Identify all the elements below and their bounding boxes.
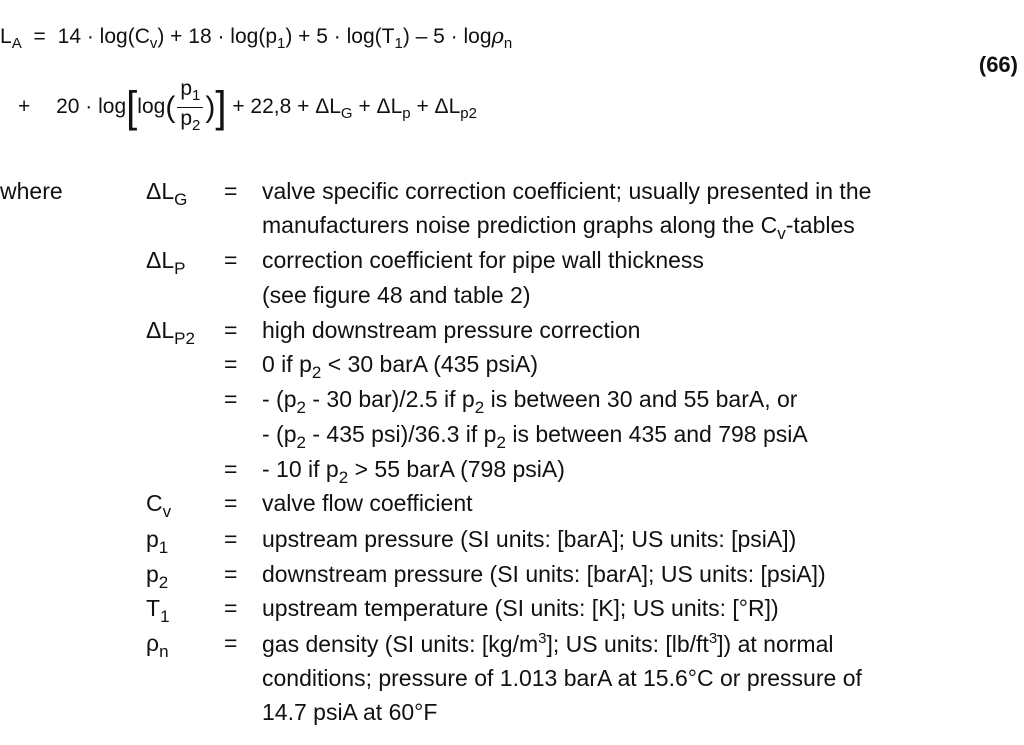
eq-equals: =: [33, 25, 46, 48]
def-text: 14.7 psiA at 60°F: [262, 699, 438, 725]
def-equals: =: [224, 386, 238, 412]
def-symbol: $\Delta L_{P2}$: [146, 317, 195, 348]
def-text: high downstream pressure correction: [262, 317, 641, 343]
left-paren: (: [165, 90, 176, 124]
right-bracket: ]: [215, 82, 227, 132]
def-equals: =: [224, 561, 238, 587]
def-equals: =: [224, 456, 238, 482]
def-equals: =: [224, 595, 238, 621]
pressure-ratio-fraction: $\frac{p_1}{p_2}$: [177, 78, 203, 137]
def-equals: =: [224, 351, 238, 377]
eq2-term-1: 20 · log: [56, 95, 127, 119]
definition-row: [0, 456, 1024, 490]
def-text: downstream pressure (SI units: [barA]; US units: [psiA]): [262, 561, 826, 587]
def-symbol: $C_v$: [146, 490, 172, 521]
definition-row: [0, 386, 1024, 420]
eq2-rest: + $22,8 + \Delta L_G + \Delta L_p + \Delta L_{p2}$: [232, 95, 477, 123]
def-equals: =: [224, 247, 238, 273]
eq2-plus: +: [18, 95, 31, 119]
def-symbol: $\Delta L_G$: [146, 178, 188, 209]
where-label: where: [0, 178, 63, 204]
definition-row: [0, 247, 1024, 281]
right-paren: ): [205, 90, 216, 124]
def-text: upstream pressure (SI units: [barA]; US units: [psiA]): [262, 526, 797, 552]
definition-row: [0, 595, 1024, 629]
equation-line-2: [18, 78, 477, 137]
definition-row: [0, 317, 1024, 351]
definition-row: [0, 699, 1024, 733]
def-text: upstream temperature (SI units: [K]; US units: [°R]): [262, 595, 779, 621]
definition-row: [0, 421, 1024, 455]
def-text: - ($p_2 - 435$ psi)/36.3 if $p_2$ is between 435 and 798 psiA: [262, 421, 808, 452]
def-symbol: $p_2$: [146, 561, 169, 592]
def-equals: =: [224, 178, 238, 204]
eq-lhs: $L_A$: [0, 25, 22, 52]
def-equals: =: [224, 526, 238, 552]
def-text: gas density (SI units: $[kg/m^3]$; US units: $[lb/ft^3]$) at normal: [262, 630, 834, 657]
eq-term-1: $14 \cdot \log(C_v) + 18 \cdot \log(p_1) + 5 \cdot \log(T_1) - 5 \cdot \log\rho_n$: [57, 24, 513, 52]
def-symbol: $\rho_n$: [146, 630, 169, 661]
equation-line-1: [0, 24, 512, 52]
def-text: manufacturers noise prediction graphs along the $C_v$-tables: [262, 212, 855, 243]
definition-row: [0, 526, 1024, 560]
def-text: valve specific correction coefficient; usually presented in the: [262, 178, 872, 204]
definition-row: [0, 561, 1024, 595]
definition-row: [0, 178, 1024, 212]
def-symbol: $p_1$: [146, 526, 169, 557]
def-text: valve flow coefficient: [262, 490, 473, 516]
def-text: 0 if $p_2 < 30$ barA (435 psiA): [262, 351, 539, 382]
def-equals: =: [224, 317, 238, 343]
definition-row: [0, 490, 1024, 524]
left-bracket: [: [126, 82, 138, 132]
def-text: - ($p_2 - 30$ bar)/2.5 if $p_2$ is between 30 and 55 barA, or: [262, 386, 798, 417]
def-symbol: $\Delta L_P$: [146, 247, 186, 278]
definition-row: [0, 630, 1024, 664]
def-equals: =: [224, 630, 238, 656]
def-text: (see figure 48 and table 2): [262, 282, 531, 308]
definition-row: [0, 282, 1024, 316]
def-symbol: $T_1$: [146, 595, 170, 626]
def-text: conditions; pressure of 1.013 barA at 15.6°C or pressure of: [262, 665, 862, 691]
definition-row: [0, 212, 1024, 246]
def-equals: =: [224, 490, 238, 516]
def-text: correction coefficient for pipe wall thickness: [262, 247, 704, 273]
eq2-log-inner: log: [137, 95, 166, 119]
def-text: - 10 if $p_2 > 55$ barA (798 psiA): [262, 456, 565, 487]
definition-row: [0, 351, 1024, 385]
definition-row: [0, 665, 1024, 699]
equation-number: (66): [978, 52, 1018, 77]
